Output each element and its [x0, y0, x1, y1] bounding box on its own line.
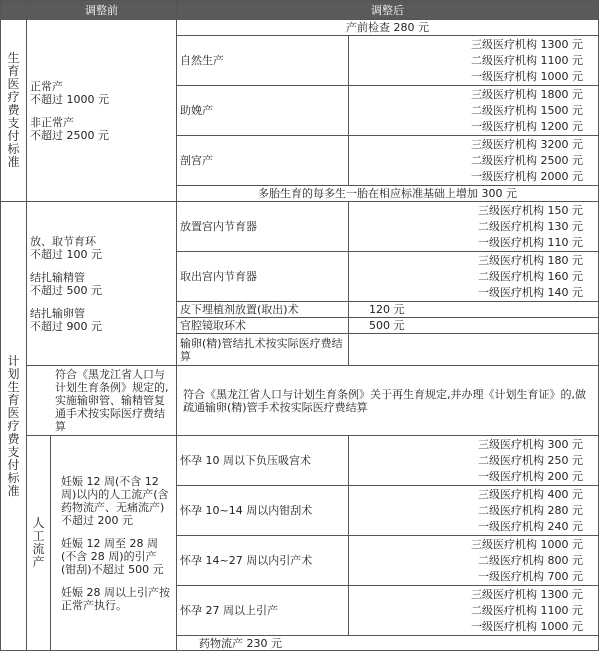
procedure-name: 皮下埋植剂放置(取出)术 [177, 302, 349, 318]
empty-cell [349, 334, 599, 366]
section1-category: 生育医疗费支付标准 [1, 20, 27, 202]
level-list: 三级医疗机构 150 元 二级医疗机构 130 元 一级医疗机构 110 元 [349, 202, 599, 252]
empty-header-cell [1, 1, 27, 20]
abortion-category: 人工流产 [27, 436, 51, 651]
before-item-limit: 不超过 500 元 [30, 283, 102, 297]
before-item-name: 正常产 [30, 79, 63, 93]
drug-abortion: 药物流产 230 元 [177, 636, 599, 651]
before-item-name: 结扎输卵管 [30, 306, 85, 320]
level-list: 三级医疗机构 1800 元 二级医疗机构 1500 元 一级医疗机构 1200 元 [349, 86, 599, 136]
abortion-before [51, 436, 177, 651]
level-list: 三级医疗机构 400 元 二级医疗机构 280 元 一级医疗机构 240 元 [349, 486, 599, 536]
level-list: 三级医疗机构 1300 元 二级医疗机构 1100 元 一级医疗机构 1000 元 [349, 36, 599, 86]
level-list: 三级医疗机构 180 元 二级医疗机构 160 元 一级医疗机构 140 元 [349, 252, 599, 302]
before-item-name: 结扎输精管 [30, 270, 85, 284]
before-item-name: 非正常产 [30, 115, 74, 129]
delivery-type: 助娩产 [177, 86, 349, 136]
abortion-before-item: 妊娠 12 周至 28 周(不含 28 周)的引产(钳刮)不超过 500 元 [61, 536, 164, 576]
section1-before [27, 20, 177, 202]
rule-after: 符合《黑龙江省人口与计划生育条例》关于再生育规定,并办理《计划生育证》的,做疏通输卵(精)管手术按实际医疗费结算 [177, 366, 599, 436]
abortion-procedure: 怀孕 14~27 周以内引产术 [177, 536, 349, 586]
abortion-procedure: 怀孕 10 周以下负压吸宫术 [177, 436, 349, 486]
procedure-value: 120 元 [349, 302, 599, 318]
header-row [1, 1, 599, 20]
before-item-limit: 不超过 900 元 [30, 319, 102, 333]
before-item-name: 放、取节育环 [30, 234, 96, 248]
rule-before: 符合《黑龙江省人口与计划生育条例》规定的,实施输卵管、输精管复通手术按实际医疗费结算 [27, 366, 177, 436]
level-list: 三级医疗机构 300 元 二级医疗机构 250 元 一级医疗机构 200 元 [349, 436, 599, 486]
prenatal-check: 产前检查 280 元 [177, 20, 599, 36]
procedure-name: 官腔镜取环术 [177, 318, 349, 334]
abortion-before-item: 妊娠 12 周(不含 12 周)以内的人工流产(含药物流产、无痛流产)不超过 200 元 [61, 474, 169, 527]
abortion-procedure: 怀孕 10~14 周以内钳刮术 [177, 486, 349, 536]
table-row [1, 436, 599, 486]
table-row [1, 202, 599, 252]
abortion-procedure: 怀孕 27 周以上引产 [177, 586, 349, 636]
procedure-name: 取出宫内节育器 [177, 252, 349, 302]
procedure-value: 500 元 [349, 318, 599, 334]
level-list: 三级医疗机构 3200 元 二级医疗机构 2500 元 一级医疗机构 2000 元 [349, 136, 599, 186]
table-row [1, 20, 599, 36]
section2-before [27, 202, 177, 366]
multi-birth-note: 多胎生育的每多生一胎在相应标准基础上增加 300 元 [177, 186, 599, 202]
section2-category: 计划生育医疗费支付标准 [1, 202, 27, 651]
tubal-ligation-note: 输卵(精)管结扎术按实际医疗费结算 [177, 334, 349, 366]
before-header: 调整前 [27, 1, 177, 20]
delivery-type: 剖宫产 [177, 136, 349, 186]
level-list: 三级医疗机构 1000 元 二级医疗机构 800 元 一级医疗机构 700 元 [349, 536, 599, 586]
table-row [1, 366, 599, 436]
after-header: 调整后 [177, 1, 599, 20]
abortion-before-item: 妊娠 28 周以上引产按正常产执行。 [61, 585, 170, 612]
delivery-type: 自然生产 [177, 36, 349, 86]
level-list: 三级医疗机构 1300 元 二级医疗机构 1100 元 一级医疗机构 1000 元 [349, 586, 599, 636]
before-item-limit: 不超过 1000 元 [30, 92, 109, 106]
before-item-limit: 不超过 2500 元 [30, 128, 109, 142]
procedure-name: 放置宫内节育器 [177, 202, 349, 252]
before-item-limit: 不超过 100 元 [30, 247, 102, 261]
